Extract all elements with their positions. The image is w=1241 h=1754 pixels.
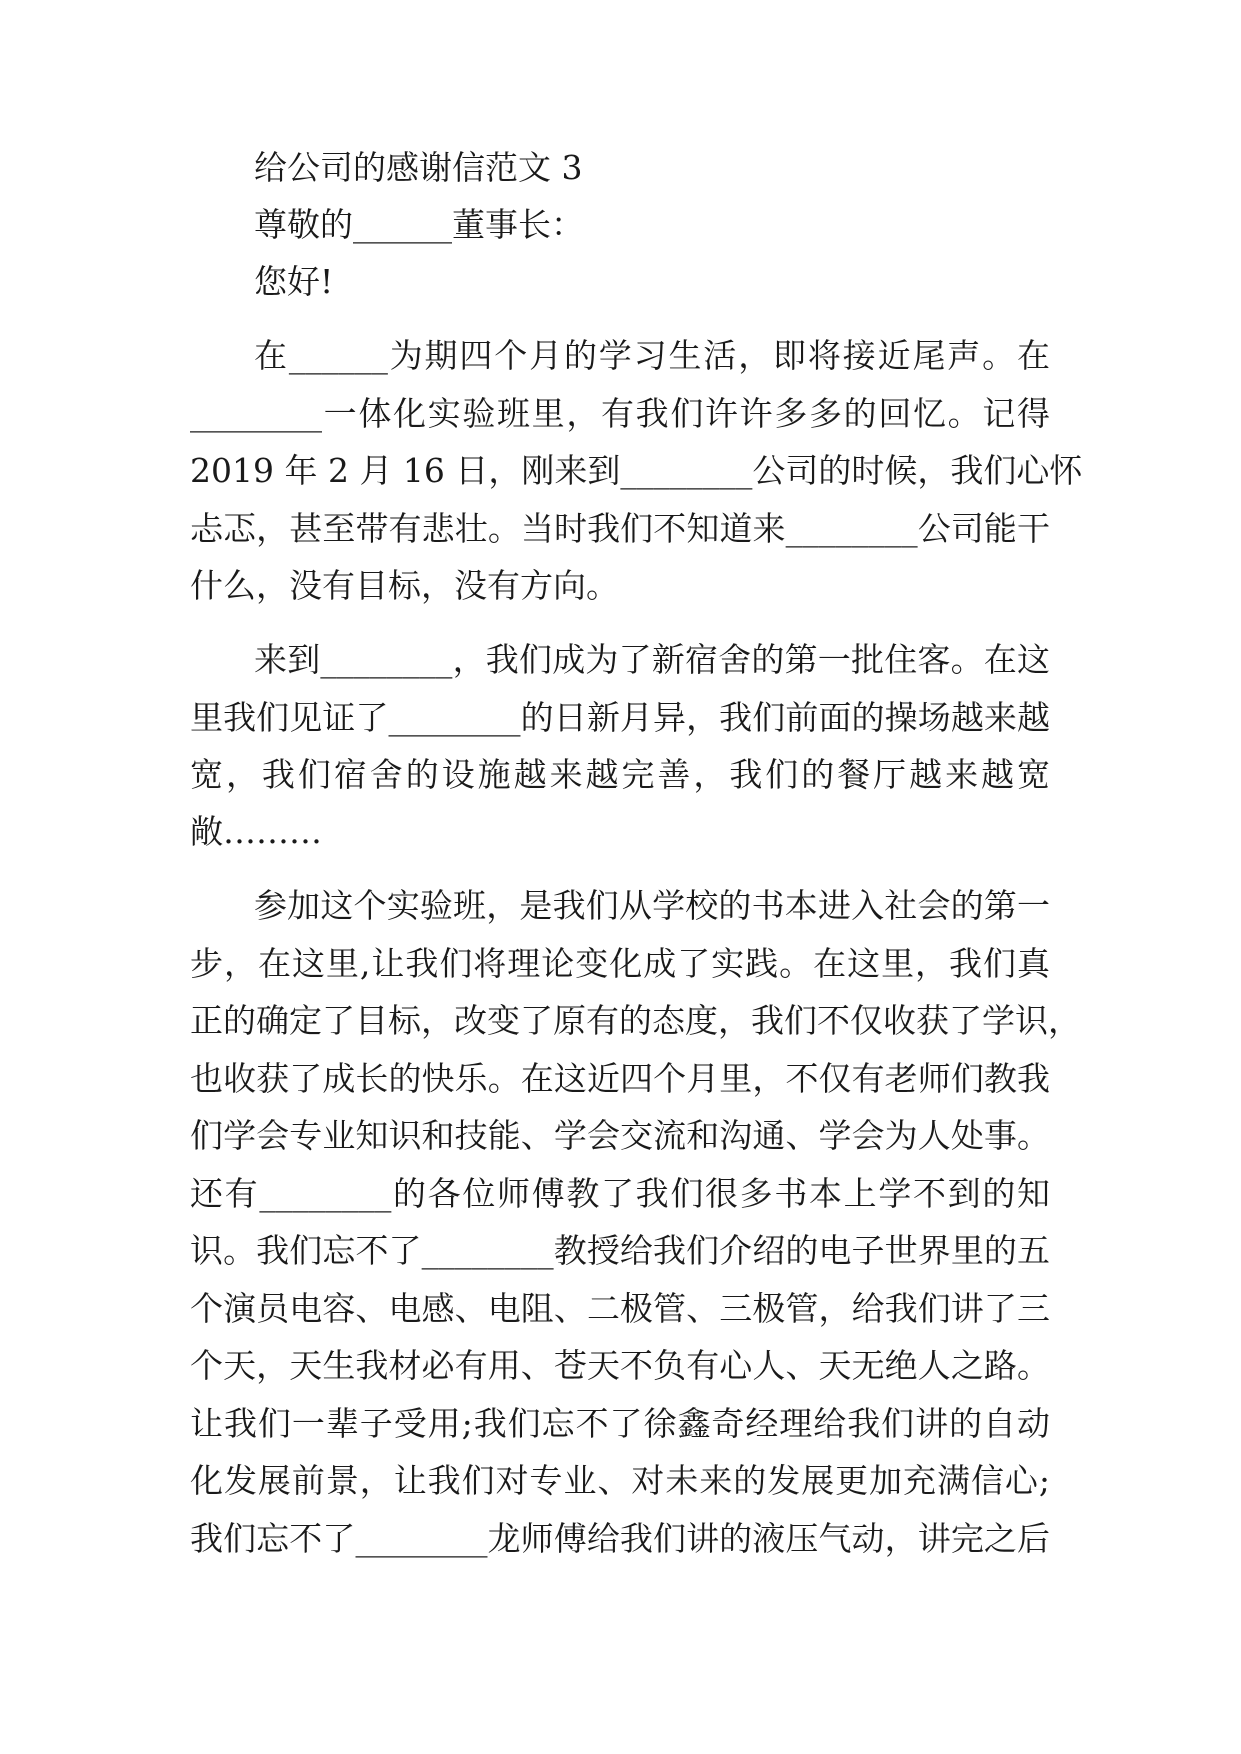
paragraph-3-line-11: 化发展前景，让我们对专业、对未来的发展更加充满信心; — [190, 1461, 1050, 1500]
paragraph-3-line-3: 正的确定了目标，改变了原有的态度，我们不仅收获了学识， — [190, 1001, 1081, 1040]
paragraph-2-line-3: 宽，我们宿舍的设施越来越完善，我们的餐厅越来越宽 — [190, 755, 1050, 794]
paragraph-2-line-2: 里我们见证了________的日新月异，我们前面的操场越来越 — [190, 698, 1050, 737]
paragraph-1-line-2: ________一体化实验班里，有我们许许多多的回忆。记得 — [190, 394, 1050, 433]
paragraph-3-line-10: 让我们一辈子受用;我们忘不了徐鑫奇经理给我们讲的自动 — [190, 1404, 1050, 1443]
paragraph-3-line-7: 识。我们忘不了________教授给我们介绍的电子世界里的五 — [190, 1231, 1050, 1270]
paragraph-2-line-1: 来到________，我们成为了新宿舍的第一批住客。在这 — [254, 640, 1050, 679]
salutation: 尊敬的______董事长： — [254, 205, 584, 244]
paragraph-1-line-4: 忐忑，甚至带有悲壮。当时我们不知道来________公司能干 — [190, 509, 1050, 548]
paragraph-3-line-1: 参加这个实验班，是我们从学校的书本进入社会的第一 — [254, 886, 1050, 925]
paragraph-1-line-1: 在______为期四个月的学习生活，即将接近尾声。在 — [254, 336, 1050, 375]
letter-title: 给公司的感谢信范文 3 — [254, 148, 583, 187]
paragraph-3-line-2: 步，在这里,让我们将理论变化成了实践。在这里，我们真 — [190, 944, 1050, 983]
greeting: 您好! — [254, 262, 334, 301]
paragraph-3-line-6: 还有________的各位师傅教了我们很多书本上学不到的知 — [190, 1174, 1050, 1213]
paragraph-1-line-3: 2019 年 2 月 16 日，刚来到________公司的时候，我们心怀 — [190, 451, 1083, 490]
paragraph-1-line-5: 什么，没有目标，没有方向。 — [190, 566, 619, 605]
paragraph-3-line-8: 个演员电容、电感、电阻、二极管、三极管，给我们讲了三 — [190, 1289, 1050, 1328]
paragraph-3-line-12: 我们忘不了________龙师傅给我们讲的液压气动，讲完之后 — [190, 1519, 1050, 1558]
paragraph-3-line-9: 个天，天生我材必有用、苍天不负有心人、天无绝人之路。 — [190, 1346, 1050, 1385]
paragraph-3-line-5: 们学会专业知识和技能、学会交流和沟通、学会为人处事。 — [190, 1116, 1050, 1155]
paragraph-2-line-4: 敞……… — [190, 812, 322, 851]
paragraph-3-line-4: 也收获了成长的快乐。在这近四个月里，不仅有老师们教我 — [190, 1059, 1050, 1098]
